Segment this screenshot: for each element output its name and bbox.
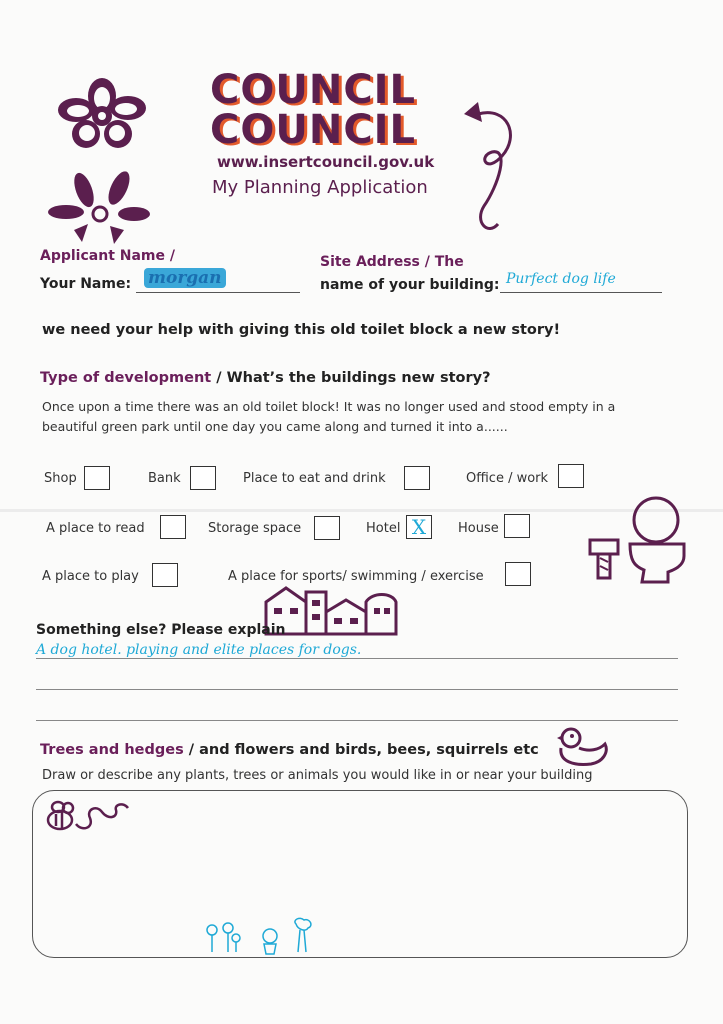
option-checkbox[interactable] (404, 466, 430, 490)
kids-drawing-icon (204, 916, 324, 960)
answer-line[interactable] (36, 689, 678, 690)
option-checkbox[interactable] (160, 515, 186, 539)
trees-instruction: Draw or describe any plants, trees or animals you would like in or near your building (42, 768, 593, 783)
applicant-name-value: morgan (144, 268, 226, 288)
toilet-doodle-icon (586, 496, 686, 586)
flower-doodle-icon (52, 74, 152, 154)
applicant-name-field[interactable] (136, 268, 300, 293)
bee-doodle-icon (42, 798, 134, 838)
checkbox-mark: X (411, 515, 427, 539)
council-title-line2: COUNCIL (210, 107, 417, 153)
development-heading (40, 370, 491, 386)
swirl-arrow-doodle-icon (458, 96, 528, 246)
option-label: Office / work (466, 471, 549, 486)
site-label-line2: name of your building: (320, 277, 500, 293)
option-checkbox-checked[interactable] (406, 515, 432, 539)
site-name-value: Purfect dog life (506, 271, 616, 287)
option-checkbox[interactable] (152, 563, 178, 587)
option-label: Bank (148, 471, 181, 486)
option-label: A place to read (46, 521, 145, 536)
development-heading-b: / What’s the buildings new story? (216, 370, 491, 386)
option-checkbox[interactable] (504, 514, 530, 538)
council-title-line1: COUNCIL (210, 67, 417, 113)
something-else-label: Something else? Please explain (36, 622, 286, 638)
flower-doodle-2-icon (44, 168, 154, 248)
page-subtitle: My Planning Application (212, 177, 428, 198)
intro-heading: we need your help with giving this old toilet block a new story! (42, 322, 561, 338)
applicant-label-line1: Applicant Name / (40, 248, 175, 264)
option-label: Shop (44, 471, 77, 486)
answer-line[interactable] (36, 720, 678, 721)
duck-doodle-icon (555, 726, 611, 768)
site-name-field[interactable] (500, 270, 662, 293)
option-checkbox[interactable] (190, 466, 216, 490)
council-website: www.insertcouncil.gov.uk (217, 153, 435, 171)
option-label: Place to eat and drink (243, 471, 386, 486)
option-checkbox[interactable] (314, 516, 340, 540)
site-label-line1: Site Address / The (320, 254, 464, 270)
development-description: Once upon a time there was an old toilet block! It was no longer used and stood empty in a beautiful green park until one day you came along and turned it into a...... (42, 399, 616, 434)
option-label: A place to play (42, 569, 139, 584)
option-checkbox[interactable] (558, 464, 584, 488)
option-checkbox[interactable] (505, 562, 531, 586)
applicant-label-line2: Your Name: (40, 276, 132, 292)
option-checkbox[interactable] (84, 466, 110, 490)
option-label: A place for sports/ swimming / exercise (228, 569, 484, 584)
option-label: Storage space (208, 521, 302, 536)
option-label: House (458, 521, 499, 536)
trees-heading-b: / and flowers and birds, bees, squirrels etc (188, 742, 539, 758)
trees-heading-a: Trees and hedges (40, 742, 184, 758)
option-label: Hotel (366, 521, 401, 536)
development-heading-a: Type of development (40, 370, 212, 386)
trees-heading (40, 742, 539, 758)
answer-line[interactable] (36, 658, 678, 659)
something-else-answer: A dog hotel. playing and elite places for dogs. (36, 642, 362, 658)
